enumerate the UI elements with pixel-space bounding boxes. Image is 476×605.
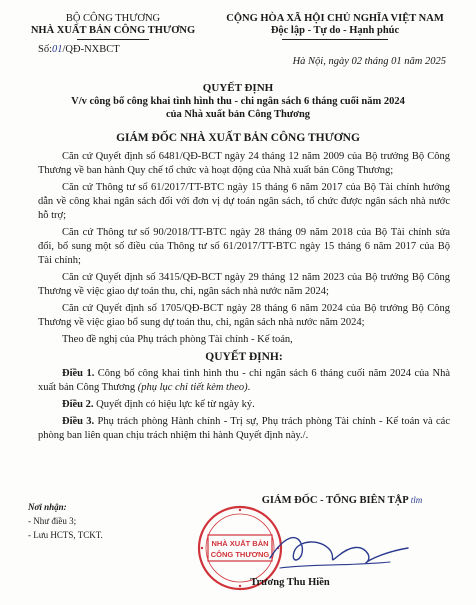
signatory-name: Trương Thu Hiền	[250, 577, 330, 588]
national-motto: Độc lập - Tự do - Hạnh phúc	[270, 25, 400, 36]
article-label: Điều 3.	[62, 416, 95, 427]
header-national	[200, 13, 470, 40]
ministry-name: BỘ CÔNG THƯƠNG	[65, 13, 161, 24]
article-label: Điều 2.	[62, 399, 94, 410]
legal-basis: Theo đề nghị của Phụ trách phòng Tài chính - Kế toán,	[62, 334, 293, 345]
legal-basis: Căn cứ Thông tư số 61/2017/TT-BTC ngày 15 tháng 6 năm 2017 của Bộ Tài chính hướng dẫn về công khai ngân sách đối với đơn vị dự toán ngân sách, tổ chức được ngân sách nhà nước hỗ trợ;	[38, 182, 450, 221]
republic-name: CỘNG HÒA XÃ HỘI CHỦ NGHĨA VIỆT NAM	[226, 13, 444, 24]
doc-number-handwritten: 01	[52, 44, 63, 55]
legal-basis: Căn cứ Quyết định số 1705/QĐ-BCT ngày 28 tháng 6 năm 2024 của Bộ trưởng Bộ Công Thương về việc giao bổ sung dự toán thu, chi, ngân sách nhà nước năm 2024;	[38, 303, 450, 328]
doc-number-suffix: /QĐ-NXBCT	[62, 44, 120, 55]
handwritten-signature	[250, 520, 420, 580]
article-text: Quyết định có hiệu lực kể từ ngày ký.	[93, 399, 255, 410]
title-line-2: của Nhà xuất bản Công Thương	[165, 109, 311, 120]
seal-text-line-1: NHÀ XUẤT BẢN	[211, 539, 269, 548]
decision-title	[0, 82, 476, 121]
motto-divider	[282, 39, 388, 40]
header-divider	[77, 39, 149, 40]
recipients	[28, 500, 103, 542]
recipient-item: - Lưu HCTS, TCKT.	[28, 530, 103, 540]
article-3	[38, 415, 450, 443]
article-1	[38, 367, 450, 395]
legal-basis: Căn cứ Thông tư số 90/2018/TT-BTC ngày 28 tháng 09 năm 2018 của Bộ Tài chính sửa đổi, bổ sung một số điều của Thông tư số 61/2017/TT-BTC ngày 15 tháng 6 năm 2017 của Bộ Tài chính;	[38, 227, 450, 266]
seal-text-line-2: CÔNG THƯƠNG	[210, 550, 270, 559]
doc-number-prefix: Số:	[38, 44, 53, 55]
place-date: Hà Nội, ngày 02 tháng 01 năm 2025	[292, 56, 446, 67]
handwritten-initials: tlm	[410, 495, 423, 505]
issuer-heading: GIÁM ĐỐC NHÀ XUẤT BẢN CÔNG THƯƠNG	[116, 132, 360, 144]
article-end: .	[247, 382, 251, 393]
article-2	[38, 398, 450, 412]
article-text: Công bố công khai tình hình thu - chi ngân sách 6 tháng cuối năm 2024 của Nhà xuất bản Công Thương	[38, 368, 450, 393]
publisher-name: NHÀ XUẤT BẢN CÔNG THƯƠNG	[30, 25, 196, 36]
recipients-heading: Nơi nhận:	[28, 502, 67, 512]
legal-basis: Căn cứ Quyết định số 3415/QĐ-BCT ngày 29 tháng 12 năm 2023 của Bộ trưởng Bộ Công Thương về việc giao dự toán thu, chi, ngân sách nhà nước năm 2024;	[38, 272, 450, 297]
signatory-title	[224, 495, 460, 506]
article-note: (phụ lục chi tiết kèm theo)	[137, 382, 248, 393]
legal-basis: Căn cứ Quyết định số 6481/QĐ-BCT ngày 24 tháng 12 năm 2009 của Bộ trưởng Bộ Công Thương về ban hành Quy chế tổ chức và hoạt động của Nhà xuất bản Công Thương;	[38, 151, 450, 176]
document-body	[38, 150, 450, 446]
article-text: Phụ trách phòng Hành chính - Trị sự, Phụ trách phòng Tài chính - Kế toán và các phòng ban liên quan chịu trách nhiệm thi hành Quyết định này./.	[38, 416, 450, 441]
document-number	[38, 44, 120, 55]
article-label: Điều 1.	[62, 368, 95, 379]
recipient-item: - Như điều 3;	[28, 516, 77, 526]
document-type: QUYẾT ĐỊNH	[202, 82, 274, 94]
title-line-1: V/v công bố công khai tình hình thu - chi ngân sách 6 tháng cuối năm 2024	[71, 96, 405, 107]
signatory-position: GIÁM ĐỐC - TỔNG BIÊN TẬP	[261, 495, 409, 506]
header-organization	[18, 13, 208, 40]
decision-heading: QUYẾT ĐỊNH:	[205, 351, 283, 363]
